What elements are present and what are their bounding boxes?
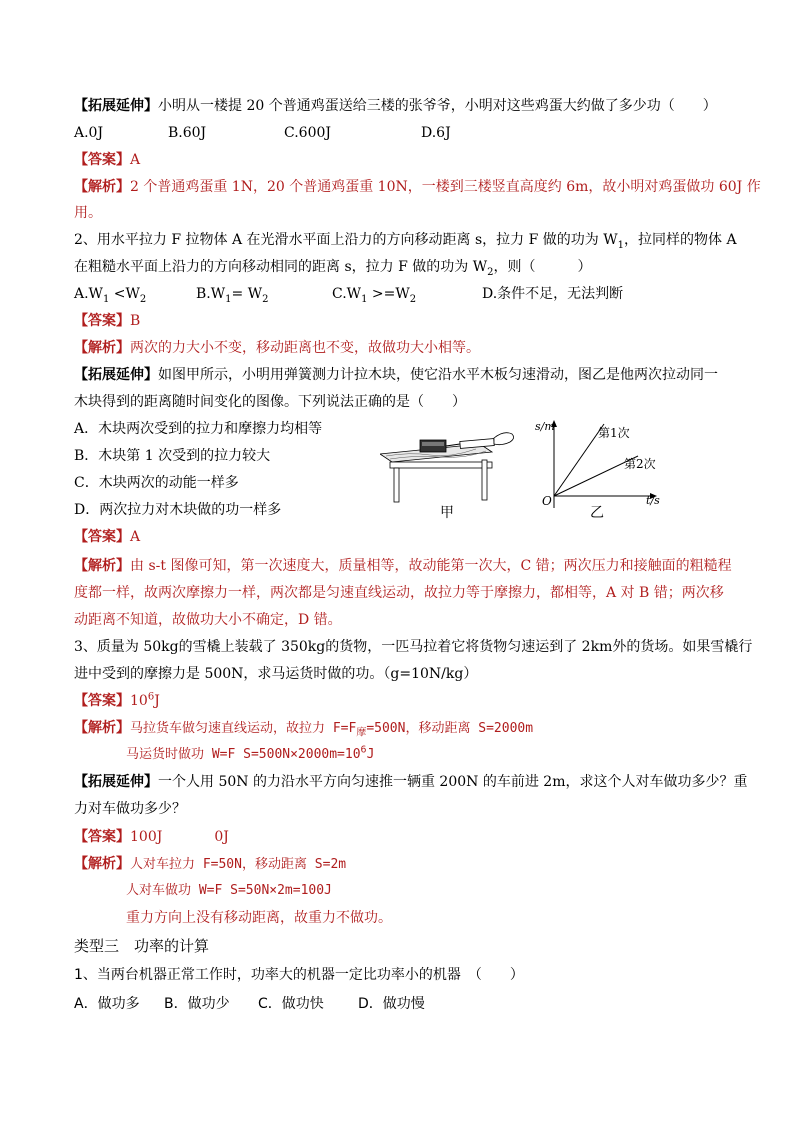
option-d: D．做功慢: [358, 996, 425, 1012]
option-c: C．做功快: [258, 996, 324, 1012]
answer-line: [74, 151, 140, 169]
answer-line: [74, 528, 140, 546]
option-d: D.条件不足，无法判断: [482, 286, 624, 302]
answer-tag: 【答案】: [74, 829, 130, 845]
option-b: B.60J: [168, 125, 207, 141]
analysis-tag: 【解析】: [74, 179, 130, 195]
extension-tag: 【拓展延伸】: [74, 367, 158, 383]
analysis-tag: 【解析】: [74, 340, 130, 356]
answer-value-2: 0J: [214, 829, 229, 845]
question-3-line-2: 进中受到的摩擦力是 500N，求马运货时做的功。（g=10N/kg）: [74, 666, 478, 682]
option-d: D.6J: [421, 125, 451, 141]
analysis-line: [74, 178, 761, 196]
question-3-line-1: 3、质量为 50kg的雪橇上装载了 350kg的货物，一匹马拉着它将货物匀速运到了 2km外的货场。如果雪橇行: [74, 639, 753, 655]
option-a: A.0J: [74, 125, 104, 141]
y-axis-label: s/m: [535, 420, 555, 433]
answer-value: A: [130, 529, 141, 545]
extension-tag: 【拓展延伸】: [74, 774, 158, 790]
question-2-line-2: 在粗糙水平面上沿力的方向移动相同的距离 s，拉力 F 做的功为 $W_2$，则（ ）: [74, 259, 592, 278]
answer-value: B: [130, 313, 141, 329]
series-line-1: [554, 424, 604, 496]
answer-tag: 【答案】: [74, 152, 130, 168]
question-2-line-1: 2、用水平拉力 F 拉物体 A 在光滑水平面上沿力的方向移动距离 s，拉力 F 做的功为 $W_1$，拉同样的物体 A: [74, 232, 737, 251]
series-1-label: 第1次: [598, 426, 630, 440]
answer-line: 【答案】$10^6J$: [74, 691, 160, 709]
answer-value: A: [130, 152, 141, 168]
analysis-line-cont: 度都一样，故两次摩擦力一样，两次都是匀速直线运动，故拉力等于摩擦力，都相等，A 对 B 错；两次移: [74, 585, 724, 601]
option-c: $C.W_1 >=W_2$: [332, 286, 417, 305]
analysis-line-cont: 马运货时做功 W=F $S=500N\times 2000m=10^6J$: [126, 744, 375, 762]
extension-question-2: 【拓展延伸】如图甲所示，小明用弹簧测力计拉木块，使它沿水平木板匀速滑动，图乙是他两次拉动同一: [74, 367, 718, 383]
series-2-label: 第2次: [624, 457, 656, 471]
option-c: C．木块两次的动能一样多: [74, 475, 239, 491]
option-b: B．做功少: [164, 996, 230, 1012]
analysis-line-cont: 用。: [74, 205, 102, 221]
question-text-cont: 力对车做功多少？: [74, 801, 186, 817]
answer-line: [74, 312, 140, 330]
analysis-line: [74, 339, 480, 357]
question-text-cont: 木块得到的距离随时间变化的图像。下列说法正确的是（ ）: [74, 394, 466, 410]
figure-label-jia: 甲: [440, 505, 454, 521]
answer-tag: 【答案】: [74, 529, 130, 545]
analysis-line-cont: 动距离不知道，故做功大小不确定，D 错。: [74, 612, 342, 628]
option-a: A．做功多: [74, 996, 140, 1012]
analysis-line-cont: 重力方向上没有移动距离，故重力不做功。: [126, 910, 392, 926]
option-b: $B.W_1= W_2$: [196, 286, 269, 305]
option-b: B．木块第 1 次受到的拉力较大: [74, 448, 271, 464]
question-text: 小明从一楼提 20 个普通鸡蛋送给三楼的张爷爷，小明对这些鸡蛋大约做了多少功（ ）: [158, 98, 717, 114]
option-a: A．木块两次受到的拉力和摩擦力均相等: [74, 421, 323, 437]
option-d: D．两次拉力对木块做的功一样多: [74, 502, 282, 518]
extension-question-3: 【拓展延伸】一个人用 50N 的力沿水平方向匀速推一辆重 200N 的车前进 2m，求这个人对车做功多少？重: [74, 774, 748, 790]
figure-apparatus: [380, 416, 520, 506]
analysis-text: 2 个普通鸡蛋重 1N，20 个普通鸡蛋重 10N，一楼到三楼竖直高度约 6m，故小明对鸡蛋做功 60J 作: [130, 179, 761, 195]
extension-tag: 【拓展延伸】: [74, 98, 158, 114]
extension-question-1: [74, 97, 717, 115]
analysis-line: 【解析】马拉货车做匀速直线运动，故拉力 $F=F_摩=500N$，移动距离 S=2000m: [74, 720, 534, 739]
origin-label: O: [542, 494, 552, 508]
analysis-tag: 【解析】: [74, 720, 130, 736]
option-c: C.600J: [284, 125, 331, 141]
analysis-line: 【解析】由 s-t 图像可知，第一次速度大，质量相等，故动能第一次大，C 错；两次压力和接触面的粗糙程: [74, 558, 732, 574]
analysis-tag: 【解析】: [74, 856, 130, 872]
answer-tag: 【答案】: [74, 313, 130, 329]
section-heading: 类型三 功率的计算: [74, 937, 210, 955]
analysis-line: 【解析】人对车拉力 F=50N，移动距离 S=2m: [74, 856, 347, 872]
answer-tag: 【答案】: [74, 693, 130, 709]
answer-value-1: 100J: [130, 829, 163, 845]
x-axis-label: t/s: [646, 494, 660, 507]
answer-line: [74, 828, 229, 846]
question-4-line-1: 1、当两台机器正常工作时，功率大的机器一定比功率小的机器 （ ）: [74, 967, 524, 983]
option-a: $A.W_1 <W_2$: [74, 286, 147, 305]
figure-label-yi: 乙: [590, 505, 604, 521]
analysis-line-cont: 人对车做功 W=F S=50N×2m=100J: [126, 883, 332, 898]
analysis-text: 两次的力大小不变，移动距离也不变，故做功大小相等。: [130, 340, 480, 356]
analysis-tag: 【解析】: [74, 558, 130, 574]
